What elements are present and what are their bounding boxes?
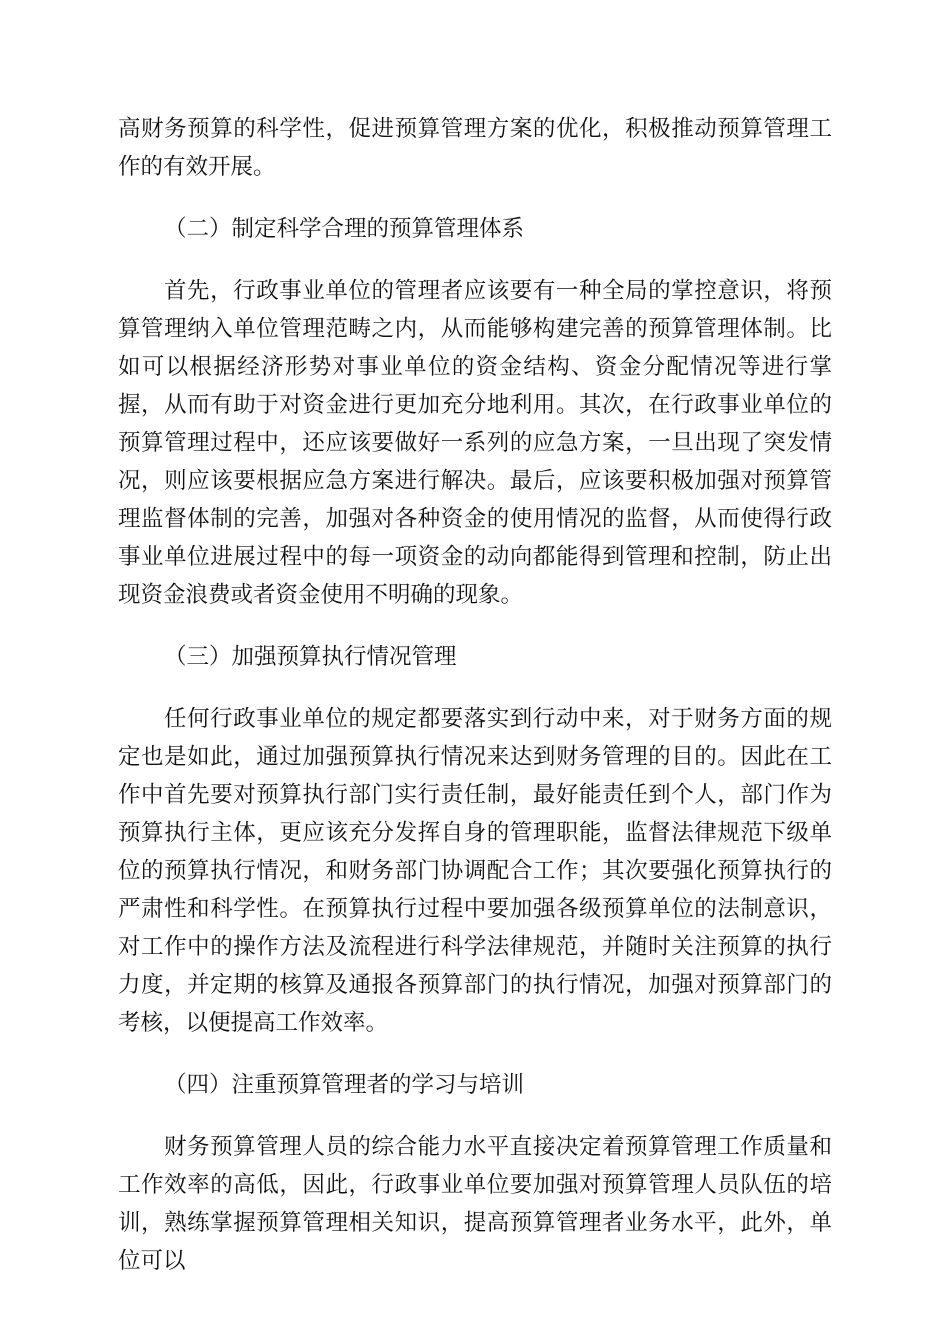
paragraph-2: 首先，行政事业单位的管理者应该要有一种全局的掌控意识，将预算管理纳入单位管理范畴之内，从而能够构建完善的预算管理体制。比如可以根据经济形势对事业单位的资金结构、资金分配情况等进行掌握，从而有助于对资金进行更加充分地利用。其次，在行政事业单位的预算管理过程中，还应该要做好一系列的应急方案，一旦出现了突发情况，则应该要根据应急方案进行解决。最后，应该要积极加强对预算管理监督体制的完善，加强对各种资金的使用情况的监督，从而使得行政事业单位进展过程中的每一项资金的动向都能得到管理和控制，防止出现资金浪费或者资金使用不明确的现象。 xyxy=(118,278,832,608)
section-heading-3: （三）加强预算执行情况管理 xyxy=(164,644,457,670)
section-heading-4: （四）注重预算管理者的学习与培训 xyxy=(164,1072,525,1098)
paragraph-4: 财务预算管理人员的综合能力水平直接决定着预算管理工作质量和工作效率的高低，因此，行政事业单位要加强对预算管理人员队伍的培训，熟练掌握预算管理相关知识，提高预算管理者业务水平，此外，单位可以 xyxy=(118,1134,832,1274)
section-heading-2: （二）制定科学合理的预算管理体系 xyxy=(164,216,525,242)
document-page xyxy=(118,110,832,1280)
paragraph-3: 任何行政事业单位的规定都要落实到行动中来，对于财务方面的规定也是如此，通过加强预算执行情况来达到财务管理的目的。因此在工作中首先要对预算执行部门实行责任制，最好能责任到个人，部门作为预算执行主体，更应该充分发挥自身的管理职能，监督法律规范下级单位的预算执行情况，和财务部门协调配合工作；其次要强化预算执行的严肃性和科学性。在预算执行过程中要加强各级预算单位的法制意识，对工作中的操作方法及流程进行科学法律规范，并随时关注预算的执行力度，并定期的核算及通报各预算部门的执行情况，加强对预算部门的考核，以便提高工作效率。 xyxy=(118,706,832,1036)
paragraph-continued: 高财务预算的科学性，促进预算管理方案的优化，积极推动预算管理工作的有效开展。 xyxy=(118,116,832,180)
